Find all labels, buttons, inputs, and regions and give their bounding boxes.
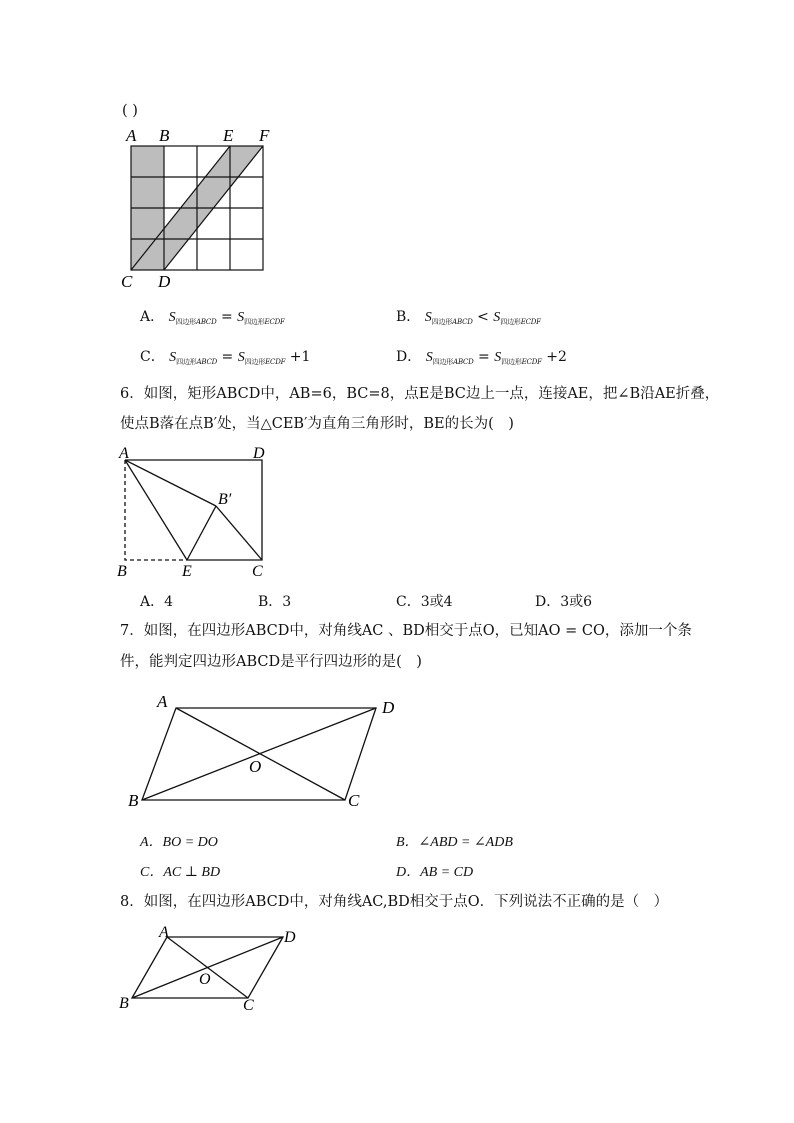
q7-option-c[interactable]: C．AC ⊥ BD	[140, 865, 221, 880]
q6-stem-line1: 6．如图，矩形ABCD中，AB=6，BC=8，点E是BC边上一点，连接AE，把∠B沿AE折叠，	[120, 386, 720, 402]
q5-option-a[interactable]: A． $S_{四边形ABCD} = S_{四边形ECDF}$	[140, 309, 285, 326]
q8-label-o: O	[199, 971, 211, 988]
q6-label-a: A	[119, 445, 129, 462]
q6-label-b-prime: B′	[218, 491, 232, 508]
q5-label-b: B	[159, 126, 170, 145]
q5-label-c: C	[121, 272, 133, 291]
q8-label-b: B	[119, 995, 129, 1012]
q6-label-e: E	[182, 563, 192, 580]
q5-label-d: D	[158, 272, 171, 291]
q5-option-b[interactable]: B． $S_{四边形ABCD} < S_{四边形ECDF}$	[396, 309, 541, 326]
q6-label-c: C	[252, 563, 263, 580]
q6-stem-line2: 使点B落在点B′处，当△CEB′为直角三角形时，BE的长为( )	[120, 416, 514, 432]
q5-option-c[interactable]: C． $S_{四边形ABCD} = S_{四边形ECDF} +1$	[140, 349, 311, 366]
q7-diagonal-bd	[142, 708, 376, 800]
q6-line-eb1	[187, 506, 216, 560]
q8-stem-line1: 8．如图，在四边形ABCD中，对角线AC,BD相交于点O．下列说法不正确的是（ ）	[120, 894, 669, 910]
q5-answer-paren: ( )	[122, 103, 138, 119]
q8-label-d: D	[284, 929, 296, 946]
q8-label-a: A	[159, 924, 169, 941]
q7-label-a: A	[157, 692, 168, 711]
q6-option-d[interactable]: D．3或6	[535, 594, 593, 610]
q6-option-a[interactable]: A．4	[140, 594, 174, 610]
q7-option-d[interactable]: D．AB = CD	[396, 865, 474, 880]
q6-line-b1c	[216, 506, 262, 560]
q5-label-e: E	[223, 126, 234, 145]
q5-option-d[interactable]: D． $S_{四边形ABCD} = S_{四边形ECDF} +2$	[396, 349, 567, 366]
q6-label-b: B	[117, 563, 127, 580]
q5-grid-figure	[116, 124, 276, 294]
q7-option-b[interactable]: B．∠ABD = ∠ADB	[396, 835, 513, 850]
q8-quadrilateral-figure	[112, 920, 312, 1018]
q6-option-b[interactable]: B．3	[258, 594, 292, 610]
q7-label-b: B	[128, 791, 139, 810]
q5-label-a: A	[126, 126, 137, 145]
q8-label-c: C	[243, 997, 254, 1014]
q6-option-c[interactable]: C．3或4	[396, 594, 453, 610]
q7-option-a[interactable]: A．BO = DO	[140, 835, 218, 850]
q6-label-d: D	[253, 445, 265, 462]
q7-stem-line2: 件，能判定四边形ABCD是平行四边形的是( )	[120, 654, 422, 670]
q7-label-d: D	[382, 698, 395, 717]
q6-rect-solid-edges	[125, 460, 262, 560]
q7-label-c: C	[348, 791, 360, 810]
q5-label-f: F	[259, 126, 270, 145]
q8-diagonal-bd	[132, 937, 283, 998]
q7-label-o: O	[249, 757, 262, 776]
q7-quadrilateral-figure	[120, 688, 410, 816]
q6-rectangle-figure	[112, 442, 278, 580]
q7-stem-line1: 7．如图，在四边形ABCD中，对角线AC 、BD相交于点O，已知AO = CO，添加一个条	[120, 623, 692, 639]
